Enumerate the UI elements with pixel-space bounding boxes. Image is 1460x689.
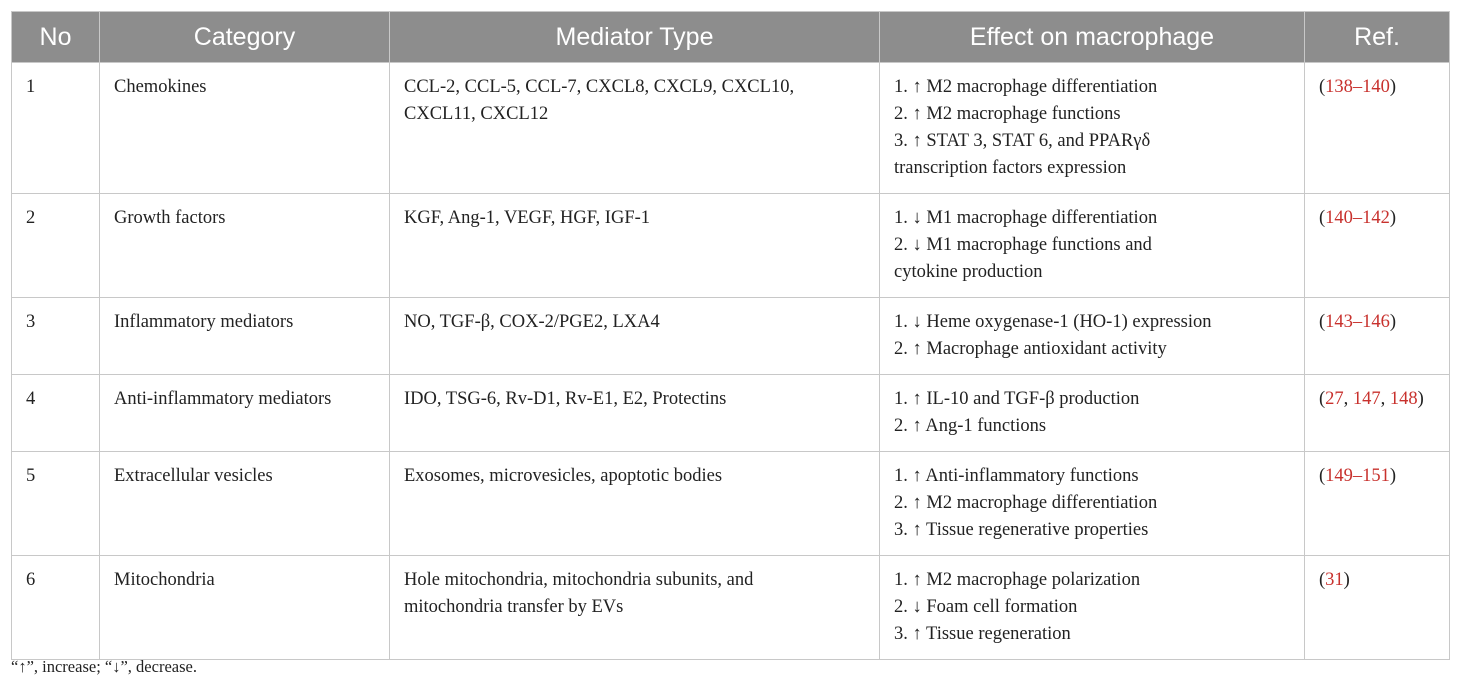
header-mediator-type: Mediator Type <box>390 12 880 63</box>
cell-ref <box>1305 556 1450 660</box>
cell-no: 4 <box>12 375 100 452</box>
table-row <box>12 452 1450 556</box>
cell-no: 3 <box>12 298 100 375</box>
ref-close-paren: ) <box>1389 312 1397 332</box>
header-ref: Ref. <box>1305 12 1450 63</box>
reference-link[interactable]: 138–140 <box>1325 77 1390 97</box>
ref-close-paren: ) <box>1389 77 1397 97</box>
mediator-line: KGF, Ang-1, VEGF, HGF, IGF-1 <box>404 208 651 228</box>
effect-line: 1. ↑ Anti-inflammatory functions <box>894 466 1139 486</box>
ref-open-paren: ( <box>1319 312 1326 332</box>
reference-link[interactable]: 149–151 <box>1325 466 1390 486</box>
header-no: No <box>12 12 100 63</box>
mediator-line: CXCL11, CXCL12 <box>404 104 549 124</box>
effect-line: 1. ↓ M1 macrophage differentiation <box>894 208 1158 228</box>
cell-category: Anti-inflammatory mediators <box>100 375 390 452</box>
ref-close-paren: ) <box>1343 570 1350 590</box>
cell-ref <box>1305 375 1450 452</box>
effect-line: 1. ↑ M2 macrophage polarization <box>894 570 1141 590</box>
cell-no: 2 <box>12 194 100 298</box>
effect-line: 2. ↑ M2 macrophage differentiation <box>894 493 1158 513</box>
cell-mediator-type <box>390 194 880 298</box>
effect-line: 1. ↓ Heme oxygenase-1 (HO-1) expression <box>894 312 1212 332</box>
mediator-line: IDO, TSG-6, Rv-D1, Rv-E1, E2, Protectins <box>404 389 727 409</box>
effect-line: transcription factors expression <box>894 158 1127 178</box>
ref-close-paren: ) <box>1389 466 1397 486</box>
table-header-row <box>12 12 1450 63</box>
cell-effect <box>880 298 1305 375</box>
table-footnote: “↑”, increase; “↓”, decrease. <box>11 657 197 676</box>
mediators-table <box>11 11 1450 660</box>
reference-link[interactable]: 140–142 <box>1325 208 1390 228</box>
cell-category: Growth factors <box>100 194 390 298</box>
effect-line: cytokine production <box>894 262 1043 282</box>
effect-line: 2. ↓ M1 macrophage functions and <box>894 235 1152 255</box>
cell-effect <box>880 63 1305 194</box>
reference-link[interactable]: 143–146 <box>1325 312 1390 332</box>
table-row <box>12 194 1450 298</box>
mediators-table-container <box>11 11 1449 660</box>
ref-close-paren: ) <box>1417 389 1424 409</box>
cell-ref <box>1305 63 1450 194</box>
ref-separator: , <box>1343 389 1353 409</box>
effect-line: 3. ↑ Tissue regeneration <box>894 624 1071 644</box>
ref-close-paren: ) <box>1389 208 1397 228</box>
ref-separator: , <box>1380 389 1390 409</box>
reference-link[interactable]: 27 <box>1325 389 1344 409</box>
cell-no: 5 <box>12 452 100 556</box>
table-row <box>12 556 1450 660</box>
table-row <box>12 375 1450 452</box>
ref-open-paren: ( <box>1319 570 1326 590</box>
effect-line: 3. ↑ Tissue regenerative properties <box>894 520 1149 540</box>
ref-open-paren: ( <box>1319 389 1326 409</box>
ref-open-paren: ( <box>1319 466 1326 486</box>
effect-line: 1. ↑ M2 macrophage differentiation <box>894 77 1158 97</box>
effect-line: 2. ↑ Macrophage antioxidant activity <box>894 339 1167 359</box>
mediator-line: NO, TGF-β, COX-2/PGE2, LXA4 <box>404 312 660 332</box>
cell-mediator-type <box>390 63 880 194</box>
effect-line: 2. ↑ M2 macrophage functions <box>894 104 1121 124</box>
table-row <box>12 63 1450 194</box>
effect-line: 2. ↑ Ang-1 functions <box>894 416 1047 436</box>
effect-line: 1. ↑ IL-10 and TGF-β production <box>894 389 1140 409</box>
cell-mediator-type <box>390 375 880 452</box>
cell-no: 6 <box>12 556 100 660</box>
cell-mediator-type <box>390 452 880 556</box>
effect-line: 2. ↓ Foam cell formation <box>894 597 1078 617</box>
cell-no: 1 <box>12 63 100 194</box>
cell-category: Chemokines <box>100 63 390 194</box>
reference-link[interactable]: 148 <box>1389 389 1418 409</box>
cell-ref <box>1305 298 1450 375</box>
cell-mediator-type <box>390 298 880 375</box>
reference-link[interactable]: 31 <box>1325 570 1344 590</box>
header-effect: Effect on macrophage <box>880 12 1305 63</box>
cell-effect <box>880 452 1305 556</box>
cell-category: Mitochondria <box>100 556 390 660</box>
mediator-line: Exosomes, microvesicles, apoptotic bodies <box>404 466 723 486</box>
cell-ref <box>1305 452 1450 556</box>
mediator-line: mitochondria transfer by EVs <box>404 597 624 617</box>
cell-effect <box>880 194 1305 298</box>
cell-ref <box>1305 194 1450 298</box>
table-row <box>12 298 1450 375</box>
header-category: Category <box>100 12 390 63</box>
cell-category: Inflammatory mediators <box>100 298 390 375</box>
cell-effect <box>880 375 1305 452</box>
reference-link[interactable]: 147 <box>1352 389 1381 409</box>
effect-line: 3. ↑ STAT 3, STAT 6, and PPARγδ <box>894 131 1151 151</box>
ref-open-paren: ( <box>1319 208 1326 228</box>
ref-open-paren: ( <box>1319 77 1326 97</box>
cell-mediator-type <box>390 556 880 660</box>
mediator-line: CCL-2, CCL-5, CCL-7, CXCL8, CXCL9, CXCL10, <box>404 77 795 97</box>
cell-effect <box>880 556 1305 660</box>
mediator-line: Hole mitochondria, mitochondria subunits, and <box>404 570 754 590</box>
cell-category: Extracellular vesicles <box>100 452 390 556</box>
